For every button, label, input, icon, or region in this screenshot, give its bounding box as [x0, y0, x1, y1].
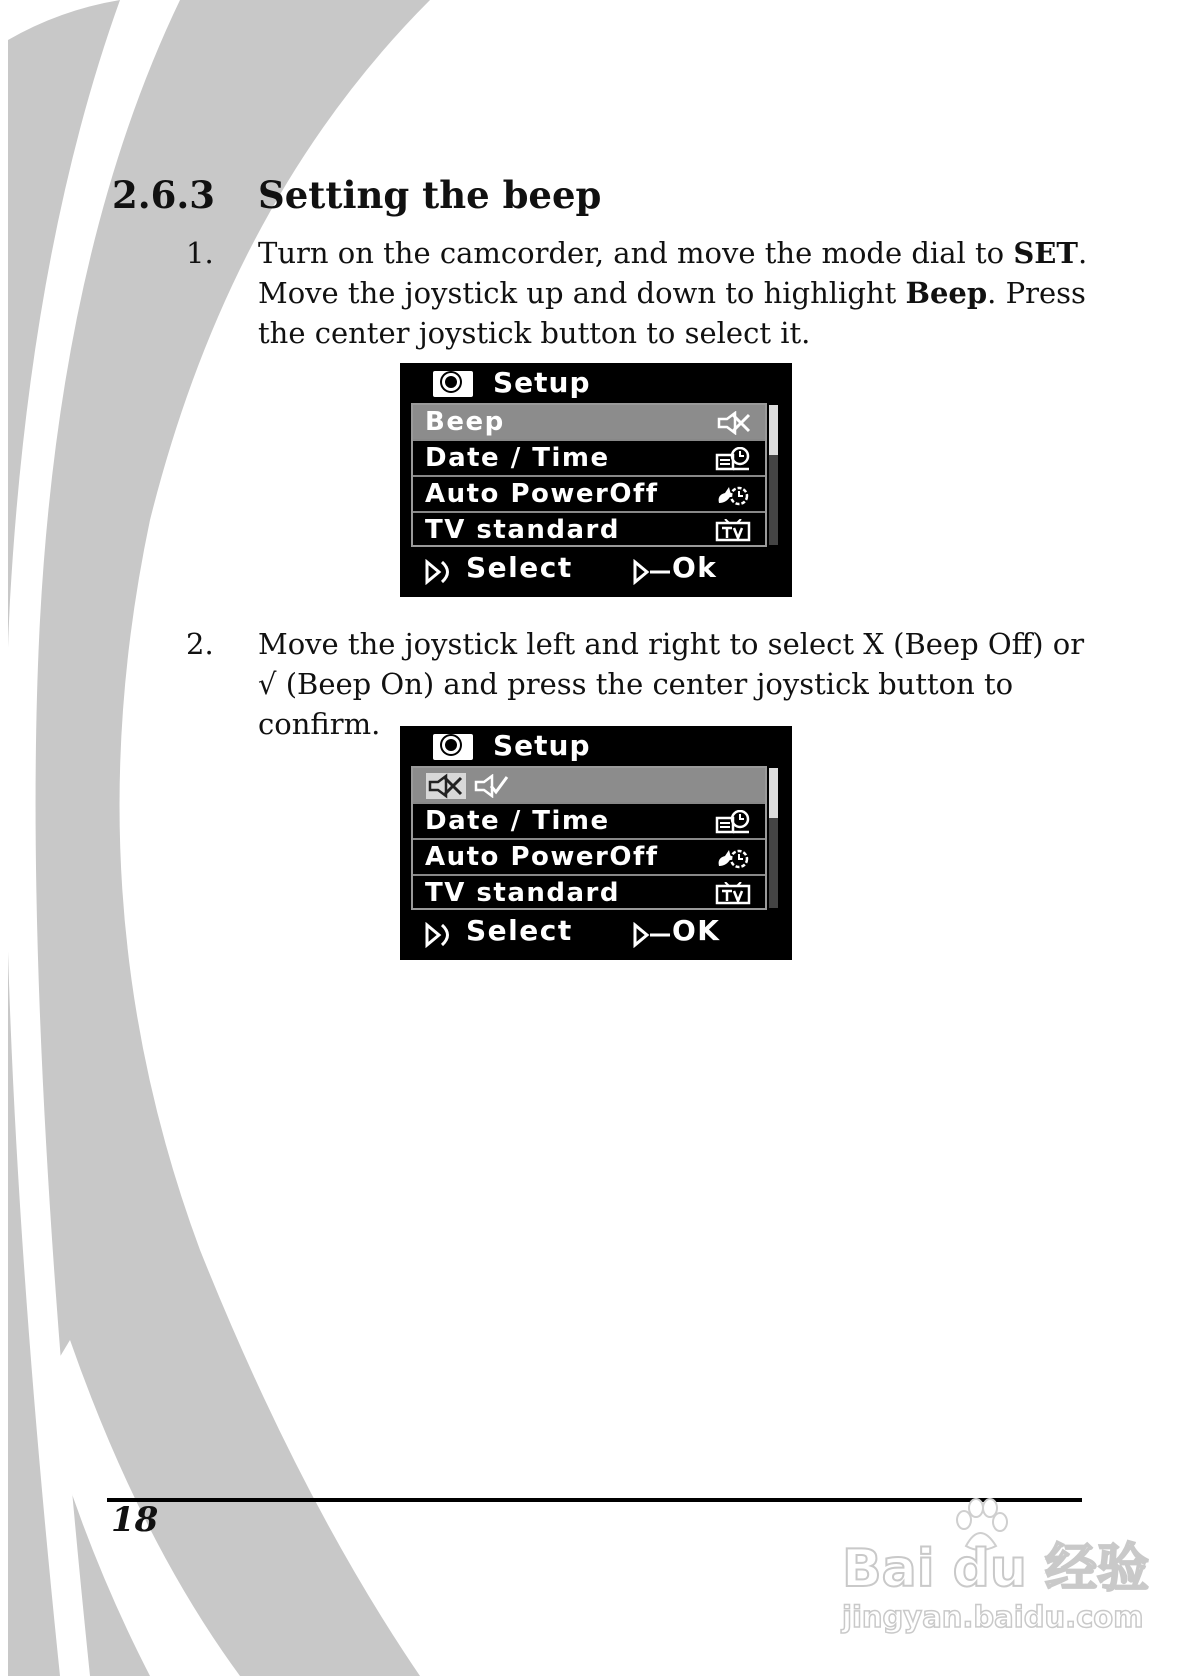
- page-number: 18: [111, 1500, 159, 1540]
- step-text-part: . Press the center joystick button to select it.: [258, 276, 1086, 350]
- menu-item-label: Auto PowerOff: [425, 479, 659, 509]
- date-time-icon: [715, 447, 751, 471]
- menu-item-label: TV standard: [425, 515, 620, 545]
- date-time-icon: [715, 810, 751, 834]
- auto-poweroff-icon: [715, 846, 751, 870]
- section-number: 2.6.3: [112, 173, 215, 217]
- watermark-brand: Bai du 经验: [842, 1539, 1149, 1599]
- tv-standard-icon: [715, 882, 751, 906]
- beep-off-icon: [715, 411, 751, 435]
- mode-set-label: SET: [1013, 236, 1078, 270]
- select-label: Select: [466, 551, 573, 584]
- menu-item-date-time: [413, 441, 765, 477]
- joystick-select-icon: [424, 559, 456, 585]
- step-number: 1.: [186, 236, 214, 270]
- step-text-part: . Move the joystick up and down to highlight: [258, 236, 1088, 310]
- step-number: 2.: [186, 627, 214, 661]
- menu-title: Setup: [493, 366, 591, 399]
- tv-standard-icon: [715, 519, 751, 543]
- menu-scrollbar: [769, 768, 778, 908]
- menu-item-date-time: [413, 804, 765, 840]
- gear-icon: [433, 371, 473, 397]
- menu-title: Setup: [493, 729, 591, 762]
- step-text-part: Turn on the camcorder, and move the mode dial to: [258, 236, 1014, 270]
- menu-item-beep-options: [413, 768, 765, 804]
- step-text: [258, 233, 1098, 353]
- menu-item-label: Auto PowerOff: [425, 842, 659, 872]
- menu-item-label: Date / Time: [425, 443, 610, 473]
- beep-on-icon: [473, 774, 509, 798]
- scrollbar-thumb: [769, 405, 778, 455]
- menu-footer: [400, 549, 792, 593]
- menu-item-label: Date / Time: [425, 806, 610, 836]
- menu-item-tv-standard: [413, 876, 765, 912]
- section-title: Setting the beep: [258, 173, 602, 217]
- footer-rule: [107, 1498, 1082, 1502]
- menu-header: [400, 726, 792, 766]
- step-text: Move the joystick left and right to select X (Beep Off) or √ (Beep On) and press the center joystick button to confirm.: [258, 627, 1085, 741]
- menu-item-label: Beep: [425, 407, 505, 437]
- menu-item-tv-standard: [413, 513, 765, 549]
- joystick-select-icon: [424, 922, 456, 948]
- menu-footer: [400, 912, 792, 956]
- auto-poweroff-icon: [715, 483, 751, 507]
- setup-menu-screenshot: [400, 726, 792, 960]
- joystick-ok-icon: [632, 559, 672, 585]
- setup-menu-screenshot: [400, 363, 792, 597]
- menu-item-auto-poweroff: [413, 840, 765, 876]
- menu-header: [400, 363, 792, 403]
- ok-label: OK: [672, 914, 721, 947]
- joystick-ok-icon: [632, 922, 672, 948]
- scrollbar-thumb: [769, 768, 778, 818]
- gear-icon: [433, 734, 473, 760]
- menu-list: [411, 766, 767, 910]
- menu-item-beep: [413, 405, 765, 441]
- beep-off-icon: [425, 772, 467, 800]
- menu-scrollbar: [769, 405, 778, 545]
- beep-label: Beep: [905, 276, 988, 310]
- menu-item-label: TV standard: [425, 878, 620, 908]
- menu-item-auto-poweroff: [413, 477, 765, 513]
- select-label: Select: [466, 914, 573, 947]
- menu-list: [411, 403, 767, 547]
- ok-label: Ok: [672, 551, 718, 584]
- watermark-url: jingyan.baidu.com: [842, 1600, 1144, 1634]
